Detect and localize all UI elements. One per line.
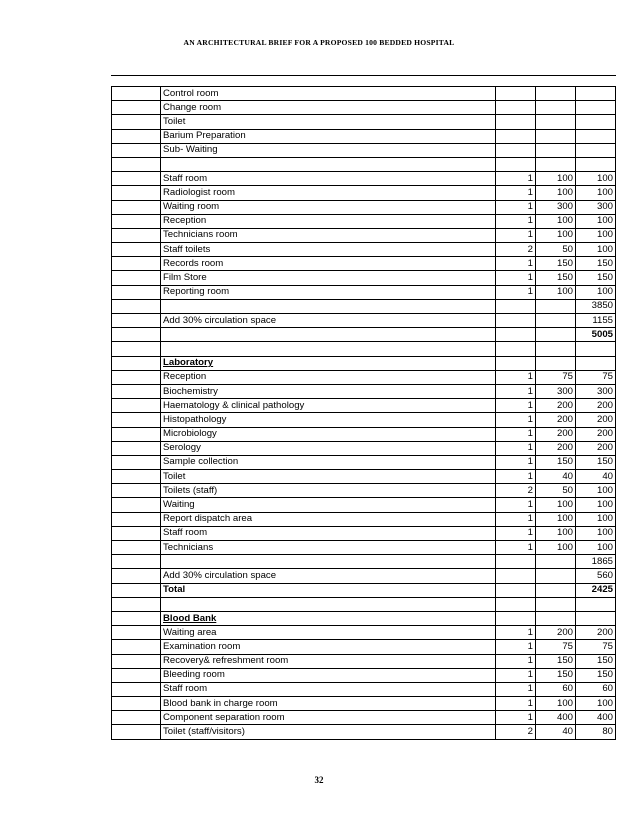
- table-row: [112, 697, 616, 711]
- unit-area-cell: 300: [536, 384, 576, 398]
- row-margin-cell: [112, 342, 161, 356]
- room-name-cell: Film Store: [161, 271, 496, 285]
- row-margin-cell: [112, 484, 161, 498]
- unit-area-cell: [536, 569, 576, 583]
- unit-area-cell: [536, 597, 576, 611]
- total-area-cell: [576, 597, 616, 611]
- table-row: [112, 285, 616, 299]
- row-margin-cell: [112, 682, 161, 696]
- unit-area-cell: [536, 157, 576, 171]
- total-area-cell: 100: [576, 186, 616, 200]
- room-name-cell: [161, 555, 496, 569]
- unit-area-cell: [536, 143, 576, 157]
- table-row: [112, 271, 616, 285]
- total-area-cell: 100: [576, 214, 616, 228]
- unit-area-cell: [536, 555, 576, 569]
- quantity-cell: 2: [496, 725, 536, 739]
- quantity-cell: [496, 314, 536, 328]
- table-row: [112, 597, 616, 611]
- room-name-cell: Toilet: [161, 115, 496, 129]
- unit-area-cell: [536, 356, 576, 370]
- table-row: [112, 157, 616, 171]
- row-margin-cell: [112, 214, 161, 228]
- unit-area-cell: [536, 314, 576, 328]
- table-row: [112, 399, 616, 413]
- table-row: [112, 228, 616, 242]
- page-header: AN ARCHITECTURAL BRIEF FOR A PROPOSED 100 BEDDED HOSPITAL: [183, 38, 455, 47]
- table-row: [112, 101, 616, 115]
- quantity-cell: 1: [496, 257, 536, 271]
- room-name-cell: Haematology & clinical pathology: [161, 399, 496, 413]
- unit-area-cell: 40: [536, 470, 576, 484]
- quantity-cell: 1: [496, 697, 536, 711]
- total-area-cell: 150: [576, 257, 616, 271]
- table-row: [112, 427, 616, 441]
- total-area-cell: 300: [576, 200, 616, 214]
- row-margin-cell: [112, 299, 161, 313]
- unit-area-cell: [536, 87, 576, 101]
- total-area-cell: [576, 143, 616, 157]
- quantity-cell: [496, 115, 536, 129]
- row-margin-cell: [112, 314, 161, 328]
- quantity-cell: 1: [496, 370, 536, 384]
- quantity-cell: [496, 299, 536, 313]
- row-margin-cell: [112, 399, 161, 413]
- table-row: [112, 200, 616, 214]
- table-row: [112, 682, 616, 696]
- total-area-cell: 100: [576, 243, 616, 257]
- table-row: [112, 583, 616, 597]
- room-name-cell: [161, 597, 496, 611]
- table-row: [112, 526, 616, 540]
- room-name-cell: Reception: [161, 370, 496, 384]
- total-area-cell: [576, 356, 616, 370]
- row-margin-cell: [112, 243, 161, 257]
- total-area-cell: 60: [576, 682, 616, 696]
- quantity-cell: 1: [496, 668, 536, 682]
- total-area-cell: 100: [576, 526, 616, 540]
- quantity-cell: 1: [496, 654, 536, 668]
- table-row: [112, 484, 616, 498]
- quantity-cell: 1: [496, 285, 536, 299]
- quantity-cell: [496, 569, 536, 583]
- quantity-cell: 1: [496, 399, 536, 413]
- room-name-cell: Bleeding room: [161, 668, 496, 682]
- quantity-cell: 1: [496, 526, 536, 540]
- table-row: [112, 172, 616, 186]
- total-area-cell: 3850: [576, 299, 616, 313]
- unit-area-cell: [536, 129, 576, 143]
- unit-area-cell: 200: [536, 427, 576, 441]
- table-row: [112, 115, 616, 129]
- row-margin-cell: [112, 498, 161, 512]
- room-name-cell: Histopathology: [161, 413, 496, 427]
- room-name-cell: Laboratory: [161, 356, 496, 370]
- unit-area-cell: 60: [536, 682, 576, 696]
- room-name-cell: Examination room: [161, 640, 496, 654]
- room-name-cell: Toilet: [161, 470, 496, 484]
- quantity-cell: [496, 611, 536, 625]
- quantity-cell: 1: [496, 172, 536, 186]
- quantity-cell: 1: [496, 186, 536, 200]
- table-row: [112, 441, 616, 455]
- table-row: [112, 384, 616, 398]
- row-margin-cell: [112, 512, 161, 526]
- quantity-cell: 1: [496, 413, 536, 427]
- room-name-cell: Toilet (staff/visitors): [161, 725, 496, 739]
- row-margin-cell: [112, 555, 161, 569]
- row-margin-cell: [112, 597, 161, 611]
- table-row: [112, 314, 616, 328]
- room-name-cell: Sub- Waiting: [161, 143, 496, 157]
- quantity-cell: 2: [496, 243, 536, 257]
- row-margin-cell: [112, 143, 161, 157]
- unit-area-cell: [536, 115, 576, 129]
- table-row: [112, 328, 616, 342]
- room-name-cell: Blood bank in charge room: [161, 697, 496, 711]
- row-margin-cell: [112, 285, 161, 299]
- quantity-cell: 1: [496, 541, 536, 555]
- unit-area-cell: 150: [536, 271, 576, 285]
- total-area-cell: 100: [576, 498, 616, 512]
- page-number: 32: [314, 775, 324, 785]
- quantity-cell: 1: [496, 214, 536, 228]
- unit-area-cell: 100: [536, 512, 576, 526]
- table-row: [112, 725, 616, 739]
- quantity-cell: 2: [496, 484, 536, 498]
- room-name-cell: Staff toilets: [161, 243, 496, 257]
- table-row: [112, 243, 616, 257]
- room-name-cell: Staff room: [161, 172, 496, 186]
- room-name-cell: Add 30% circulation space: [161, 569, 496, 583]
- unit-area-cell: 100: [536, 541, 576, 555]
- quantity-cell: 1: [496, 455, 536, 469]
- table-row: [112, 611, 616, 625]
- quantity-cell: [496, 157, 536, 171]
- room-name-cell: Microbiology: [161, 427, 496, 441]
- room-name-cell: Reporting room: [161, 285, 496, 299]
- table-row: [112, 654, 616, 668]
- quantity-cell: [496, 597, 536, 611]
- row-margin-cell: [112, 725, 161, 739]
- room-name-cell: Biochemistry: [161, 384, 496, 398]
- total-area-cell: 150: [576, 271, 616, 285]
- quantity-cell: [496, 101, 536, 115]
- row-margin-cell: [112, 611, 161, 625]
- table-row: [112, 640, 616, 654]
- unit-area-cell: 400: [536, 711, 576, 725]
- total-area-cell: 1865: [576, 555, 616, 569]
- total-area-cell: 100: [576, 697, 616, 711]
- row-margin-cell: [112, 654, 161, 668]
- unit-area-cell: 200: [536, 441, 576, 455]
- total-area-cell: 100: [576, 484, 616, 498]
- room-name-cell: Serology: [161, 441, 496, 455]
- room-name-cell: Reception: [161, 214, 496, 228]
- unit-area-cell: 150: [536, 455, 576, 469]
- table-row: [112, 186, 616, 200]
- total-area-cell: [576, 342, 616, 356]
- row-margin-cell: [112, 257, 161, 271]
- room-name-cell: Radiologist room: [161, 186, 496, 200]
- unit-area-cell: 100: [536, 285, 576, 299]
- total-area-cell: 400: [576, 711, 616, 725]
- total-area-cell: [576, 101, 616, 115]
- total-area-cell: 100: [576, 285, 616, 299]
- unit-area-cell: [536, 328, 576, 342]
- unit-area-cell: 100: [536, 172, 576, 186]
- room-name-cell: [161, 328, 496, 342]
- unit-area-cell: [536, 583, 576, 597]
- quantity-cell: 1: [496, 498, 536, 512]
- row-margin-cell: [112, 640, 161, 654]
- row-margin-cell: [112, 172, 161, 186]
- total-area-cell: 100: [576, 512, 616, 526]
- row-margin-cell: [112, 526, 161, 540]
- row-margin-cell: [112, 441, 161, 455]
- total-area-cell: 200: [576, 399, 616, 413]
- quantity-cell: 1: [496, 441, 536, 455]
- quantity-cell: 1: [496, 626, 536, 640]
- unit-area-cell: 150: [536, 257, 576, 271]
- total-area-cell: 100: [576, 541, 616, 555]
- row-margin-cell: [112, 583, 161, 597]
- quantity-cell: 1: [496, 271, 536, 285]
- total-area-cell: 200: [576, 413, 616, 427]
- table-row: [112, 257, 616, 271]
- row-margin-cell: [112, 271, 161, 285]
- row-margin-cell: [112, 101, 161, 115]
- unit-area-cell: 50: [536, 243, 576, 257]
- total-area-cell: 100: [576, 228, 616, 242]
- room-name-cell: Barium Preparation: [161, 129, 496, 143]
- quantity-cell: 1: [496, 711, 536, 725]
- room-name-cell: Waiting: [161, 498, 496, 512]
- table-row: [112, 370, 616, 384]
- table-row: [112, 143, 616, 157]
- quantity-cell: 1: [496, 512, 536, 526]
- room-name-cell: Component separation room: [161, 711, 496, 725]
- unit-area-cell: 200: [536, 626, 576, 640]
- table-row: [112, 129, 616, 143]
- room-name-cell: Sample collection: [161, 455, 496, 469]
- total-area-cell: 200: [576, 626, 616, 640]
- total-area-cell: 40: [576, 470, 616, 484]
- room-name-cell: Blood Bank: [161, 611, 496, 625]
- total-area-cell: [576, 115, 616, 129]
- total-area-cell: 80: [576, 725, 616, 739]
- table-row: [112, 413, 616, 427]
- table-row: [112, 455, 616, 469]
- unit-area-cell: 200: [536, 413, 576, 427]
- unit-area-cell: 40: [536, 725, 576, 739]
- table-row: [112, 711, 616, 725]
- quantity-cell: [496, 555, 536, 569]
- quantity-cell: 1: [496, 470, 536, 484]
- unit-area-cell: 100: [536, 697, 576, 711]
- total-area-cell: 75: [576, 370, 616, 384]
- row-margin-cell: [112, 200, 161, 214]
- quantity-cell: 1: [496, 682, 536, 696]
- room-name-cell: Technicians room: [161, 228, 496, 242]
- row-margin-cell: [112, 427, 161, 441]
- table-row: [112, 299, 616, 313]
- table-row: [112, 87, 616, 101]
- unit-area-cell: 150: [536, 654, 576, 668]
- quantity-cell: 1: [496, 228, 536, 242]
- table-row: [112, 214, 616, 228]
- row-margin-cell: [112, 455, 161, 469]
- room-name-cell: Records room: [161, 257, 496, 271]
- room-name-cell: Control room: [161, 87, 496, 101]
- quantity-cell: [496, 87, 536, 101]
- row-margin-cell: [112, 569, 161, 583]
- row-margin-cell: [112, 356, 161, 370]
- unit-area-cell: 100: [536, 228, 576, 242]
- unit-area-cell: 150: [536, 668, 576, 682]
- table-row: [112, 470, 616, 484]
- table-row: [112, 668, 616, 682]
- unit-area-cell: [536, 342, 576, 356]
- room-name-cell: Waiting area: [161, 626, 496, 640]
- quantity-cell: [496, 143, 536, 157]
- unit-area-cell: 100: [536, 498, 576, 512]
- quantity-cell: [496, 342, 536, 356]
- room-name-cell: Add 30% circulation space: [161, 314, 496, 328]
- room-name-cell: Staff room: [161, 682, 496, 696]
- quantity-cell: [496, 129, 536, 143]
- room-name-cell: Technicians: [161, 541, 496, 555]
- unit-area-cell: 50: [536, 484, 576, 498]
- row-margin-cell: [112, 186, 161, 200]
- row-margin-cell: [112, 711, 161, 725]
- total-area-cell: 150: [576, 668, 616, 682]
- row-margin-cell: [112, 384, 161, 398]
- unit-area-cell: 100: [536, 526, 576, 540]
- total-area-cell: [576, 87, 616, 101]
- unit-area-cell: [536, 101, 576, 115]
- total-area-cell: [576, 611, 616, 625]
- row-margin-cell: [112, 115, 161, 129]
- total-area-cell: 150: [576, 654, 616, 668]
- table-row: [112, 342, 616, 356]
- room-name-cell: Total: [161, 583, 496, 597]
- quantity-cell: 1: [496, 384, 536, 398]
- unit-area-cell: 75: [536, 640, 576, 654]
- quantity-cell: 1: [496, 640, 536, 654]
- room-name-cell: Recovery& refreshment room: [161, 654, 496, 668]
- table-row: [112, 626, 616, 640]
- unit-area-cell: 200: [536, 399, 576, 413]
- header-rule: [111, 75, 616, 76]
- room-name-cell: Report dispatch area: [161, 512, 496, 526]
- total-area-cell: 560: [576, 569, 616, 583]
- room-name-cell: Change room: [161, 101, 496, 115]
- total-area-cell: 75: [576, 640, 616, 654]
- row-margin-cell: [112, 228, 161, 242]
- room-name-cell: Toilets (staff): [161, 484, 496, 498]
- row-margin-cell: [112, 626, 161, 640]
- total-area-cell: 1155: [576, 314, 616, 328]
- total-area-cell: [576, 157, 616, 171]
- row-margin-cell: [112, 129, 161, 143]
- quantity-cell: [496, 583, 536, 597]
- unit-area-cell: 100: [536, 214, 576, 228]
- unit-area-cell: 75: [536, 370, 576, 384]
- total-area-cell: 150: [576, 455, 616, 469]
- row-margin-cell: [112, 328, 161, 342]
- total-area-cell: 100: [576, 172, 616, 186]
- quantity-cell: 1: [496, 200, 536, 214]
- total-area-cell: 2425: [576, 583, 616, 597]
- quantity-cell: 1: [496, 427, 536, 441]
- table-row: [112, 512, 616, 526]
- unit-area-cell: [536, 299, 576, 313]
- total-area-cell: 5005: [576, 328, 616, 342]
- table-row: [112, 569, 616, 583]
- unit-area-cell: 300: [536, 200, 576, 214]
- row-margin-cell: [112, 157, 161, 171]
- row-margin-cell: [112, 668, 161, 682]
- row-margin-cell: [112, 541, 161, 555]
- row-margin-cell: [112, 87, 161, 101]
- total-area-cell: [576, 129, 616, 143]
- area-schedule-body: [112, 87, 616, 740]
- quantity-cell: [496, 328, 536, 342]
- room-name-cell: [161, 342, 496, 356]
- room-name-cell: [161, 299, 496, 313]
- table-row: [112, 555, 616, 569]
- unit-area-cell: [536, 611, 576, 625]
- unit-area-cell: 100: [536, 186, 576, 200]
- total-area-cell: 200: [576, 441, 616, 455]
- total-area-cell: 300: [576, 384, 616, 398]
- room-name-cell: [161, 157, 496, 171]
- room-name-cell: Staff room: [161, 526, 496, 540]
- room-name-cell: Waiting room: [161, 200, 496, 214]
- row-margin-cell: [112, 470, 161, 484]
- table-row: [112, 541, 616, 555]
- table-row: [112, 498, 616, 512]
- area-schedule-table: [111, 86, 616, 740]
- row-margin-cell: [112, 413, 161, 427]
- table-row: [112, 356, 616, 370]
- row-margin-cell: [112, 370, 161, 384]
- quantity-cell: [496, 356, 536, 370]
- total-area-cell: 200: [576, 427, 616, 441]
- row-margin-cell: [112, 697, 161, 711]
